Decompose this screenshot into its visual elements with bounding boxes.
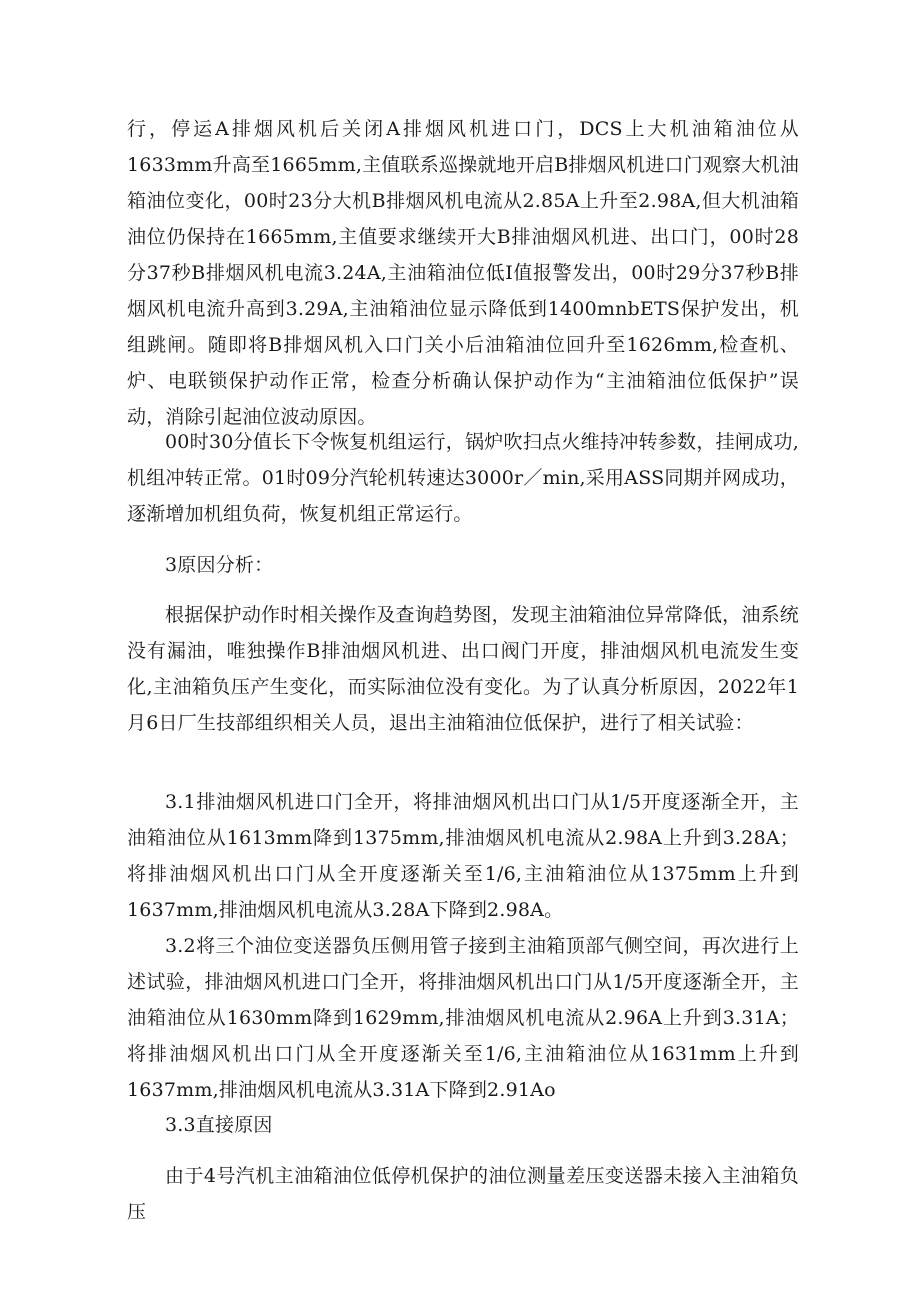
- paragraph-test-3-1: 3.1排油烟风机进口门全开，将排油烟风机出口门从1/5开度逐渐全开，主油箱油位从1613mm降到1375mm,排油烟风机电流从2.98A上升到3.28A；将排油烟风机出口门从全开度逐渐关至1/6,主油箱油位从1375mm上升到1637mm,排油烟风机电流从3.28A下降到2.98A。: [127, 791, 799, 921]
- paragraph-trip-sequence: 行，停运A排烟风机后关闭A排烟风机进口门，DCS上大机油箱油位从1633mm升高至1665mm,主值联系巡操就地开启B排烟风机进口门观察大机油箱油位变化，00时23分大机B排烟风机电流从2.85A上升至2.98A,但大机油箱油位仍保持在1665mm,主值要求继续开大B排油烟风机进、出口门，00时28分37秒B排烟风机电流3.24A,主油箱油位低I值报警发出，00时29分37秒B排烟风机电流升高到3.29A,主油箱油位显示降低到1400mnbETS保护发出，机组跳闸。随即将B排烟风机入口门关小后油箱油位回升至1626mm,检查机、炉、电联锁保护动作正常，检查分析确认保护动作为“主油箱油位低保护”误动，消除引起油位波动原因。: [127, 118, 799, 428]
- section-heading-direct-cause: 3.3直接原因: [165, 1114, 273, 1136]
- paragraph-analysis-intro: 根据保护动作时相关操作及查询趋势图，发现主油箱油位异常降低，油系统没有漏油，唯独操作B排油烟风机进、出口阀门开度，排油烟风机电流发生变化,主油箱负压产生变化，而实际油位没有变化。为了认真分析原因，2022年1月6日厂生技部组织相关人员，退出主油箱油位低保护，进行了相关试验：: [127, 604, 799, 734]
- section-heading-cause-analysis: 3原因分析：: [165, 554, 274, 576]
- paragraph-test-3-2: 3.2将三个油位变送器负压侧用管子接到主油箱顶部气侧空间，再次进行上述试验，排油烟风机进口门全开，将排油烟风机出口门从1/5开度逐渐全开，主油箱油位从1630mm降到1629mm,排油烟风机电流从2.96A上升到3.31A；将排油烟风机出口门从全开度逐渐关至1/6,主油箱油位从1631mm上升到1637mm,排油烟风机电流从3.31A下降到2.91Ao: [127, 935, 799, 1101]
- paragraph-direct-cause: 由于4号汽机主油箱油位低停机保护的油位测量差压变送器未接入主油箱负压: [127, 1165, 799, 1223]
- paragraph-unit-recovery: 00时30分值长下令恢复机组运行，锅炉吹扫点火维持冲转参数，挂闸成功,机组冲转正常。01时09分汽轮机转速达3000r／min,采用ASS同期并网成功，逐渐增加机组负荷，恢复机组正常运行。: [127, 431, 799, 525]
